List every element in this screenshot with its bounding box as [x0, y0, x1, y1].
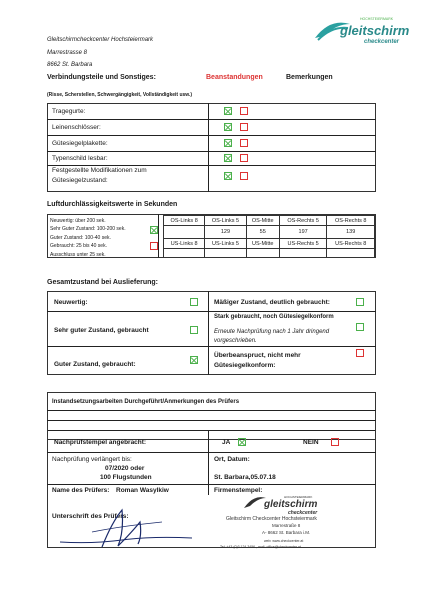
row-modifikationen-2: Gütesiegelzustand: — [52, 177, 108, 184]
row-tragegurte: Tragegurte: — [52, 108, 86, 115]
hdr-us-rechts5: US-Rechts 5 — [279, 239, 327, 249]
nein-checkbox[interactable] — [331, 438, 339, 446]
row-typenschild: Typenschild lesbar: — [52, 155, 108, 162]
ort-label: Ort, Datum: — [214, 456, 250, 463]
modifikationen-ok-checkbox[interactable] — [224, 172, 232, 180]
firmenstempel-label: Firmenstempel: — [214, 487, 263, 494]
company-stamp: HOCHSTEIERMARK gleitschirm checkcenter Gleitschirm Checkcenter Hochsteiermark Marrestraße 8 A- 8662 St. Barbara i.M. web: www.checkcenter.at Tel: +43 (0)3 124 3456 , mail: office@checkcenter.at — [220, 495, 318, 549]
hdr-os-links8: OS-Links 8 — [164, 216, 205, 226]
signature-icon — [52, 502, 202, 552]
company-city: 8662 St. Barbara — [47, 62, 93, 68]
leinenschloesser-nok-checkbox[interactable] — [240, 123, 248, 131]
section1-subtitle: (Risse, Scherstellen, Schwergängigkeit, Vollständigkeit usw.) — [47, 92, 193, 98]
luft-nok-checkbox[interactable] — [150, 242, 158, 250]
section1-title: Verbindungsteile und Sonstiges: — [47, 74, 156, 81]
val-os-mitte: 55 — [246, 226, 279, 239]
row-guetesiegelplakette: Gütesiegelplakette: — [52, 140, 108, 147]
col-beanstandungen: Beanstandungen — [206, 74, 263, 81]
tragegurte-ok-checkbox[interactable] — [224, 107, 232, 115]
unterschrift-label: Unterschrift des Prüfers: — [52, 513, 129, 520]
hdr-us-mitte: US-Mitte — [246, 239, 279, 249]
stark-label: Stark gebraucht, noch Gütesiegelkonform — [214, 314, 334, 320]
guetesiegel-ok-checkbox[interactable] — [224, 139, 232, 147]
hdr-us-links8: US-Links 8 — [164, 239, 205, 249]
row-modifikationen: Festgestellte Modifikationen zum — [52, 167, 147, 174]
company-street: Marrestrasse 8 — [47, 50, 88, 56]
val-os-rechts8: 139 — [327, 226, 375, 239]
typenschild-nok-checkbox[interactable] — [240, 154, 248, 162]
logo — [312, 14, 410, 54]
stempel-label: Nachprüfstempel angebracht: — [54, 439, 147, 446]
hdr-os-links5: OS-Links 5 — [205, 216, 246, 226]
ueberbeansprucht-checkbox[interactable] — [356, 349, 364, 357]
maessig-checkbox[interactable] — [356, 298, 364, 306]
val-os-rechts5: 197 — [279, 226, 327, 239]
section2-title: Luftdurchlässigkeitswerte in Sekunden — [47, 201, 178, 208]
leinenschloesser-ok-checkbox[interactable] — [224, 123, 232, 131]
val-os-links5: 129 — [205, 226, 246, 239]
gut-checkbox[interactable] — [190, 356, 198, 364]
company-name: Gleitschirmcheckcenter Hochsteiermark — [47, 37, 154, 43]
ja-label: JA — [222, 439, 231, 446]
hdr-os-rechts8: OS-Rechts 8 — [327, 216, 375, 226]
stark-checkbox[interactable] — [356, 323, 364, 331]
neuwertig-checkbox[interactable] — [190, 298, 198, 306]
gut-label: Guter Zustand, gebraucht: — [54, 361, 136, 368]
pruefer-value: Roman Wasylkiw — [116, 487, 169, 494]
verlaengert-value-1: 07/2020 oder — [105, 465, 145, 472]
guetesiegel-nok-checkbox[interactable] — [240, 139, 248, 147]
sehr-gut-label: Sehr guter Zustand, gebraucht — [54, 327, 149, 334]
section3-title: Gesamtzustand bei Auslieferung: — [47, 279, 158, 286]
stark-note-1: Erneute Nachprüfung nach 1 Jahr dringend — [214, 329, 330, 335]
verlaengert-value-2: 100 Flugstunden — [100, 474, 152, 481]
ueberbeansprucht-label-2: Gütesiegelkonform: — [214, 362, 276, 369]
luft-ok-checkbox[interactable] — [150, 226, 158, 234]
legend: Neuwertig: über 200 sek. Sehr Guter Zustand: 100-200 sek. Guter Zustand: 100-40 sek. Gebraucht: 25 bis 40 sek. Ausschluss unter 25 sek. — [50, 218, 126, 258]
section4-title: Instandsetzungsarbeiten Durchgeführt/Anmerkungen des Prüfers — [52, 399, 240, 405]
logo-main: gleitschirm — [340, 23, 410, 38]
ort-value: St. Barbara,05.07.18 — [214, 474, 276, 481]
neuwertig-label: Neuwertig: — [54, 299, 88, 306]
hdr-us-links5: US-Links 5 — [205, 239, 246, 249]
ueberbeansprucht-label: Überbeanspruct, nicht mehr — [214, 352, 301, 359]
modifikationen-nok-checkbox[interactable] — [240, 172, 248, 180]
hdr-os-rechts5: OS-Rechts 5 — [279, 216, 327, 226]
col-bemerkungen: Bemerkungen — [286, 74, 333, 81]
logo-region: HOCHSTEIERMARK — [360, 17, 394, 21]
hdr-us-rechts8: US-Rechts 8 — [327, 239, 375, 249]
luft-grid — [163, 215, 375, 258]
row-leinenschloesser: Leinenschlösser: — [52, 124, 101, 131]
nein-label: NEIN — [303, 439, 319, 446]
verlaengert-label: Nachprüfung verlängert bis: — [52, 456, 132, 463]
stark-note-2: vorgeschrieben. — [214, 338, 257, 344]
typenschild-ok-checkbox[interactable] — [224, 154, 232, 162]
maessig-label: Mäßiger Zustand, deutlich gebraucht: — [214, 299, 330, 306]
pruefer-label: Name des Prüfers: — [52, 487, 110, 494]
sehr-gut-checkbox[interactable] — [190, 326, 198, 334]
hdr-os-mitte: OS-Mitte — [246, 216, 279, 226]
ja-checkbox[interactable] — [238, 438, 246, 446]
logo-sub: checkcenter — [364, 39, 400, 45]
val-os-links8 — [164, 226, 205, 239]
tragegurte-nok-checkbox[interactable] — [240, 107, 248, 115]
